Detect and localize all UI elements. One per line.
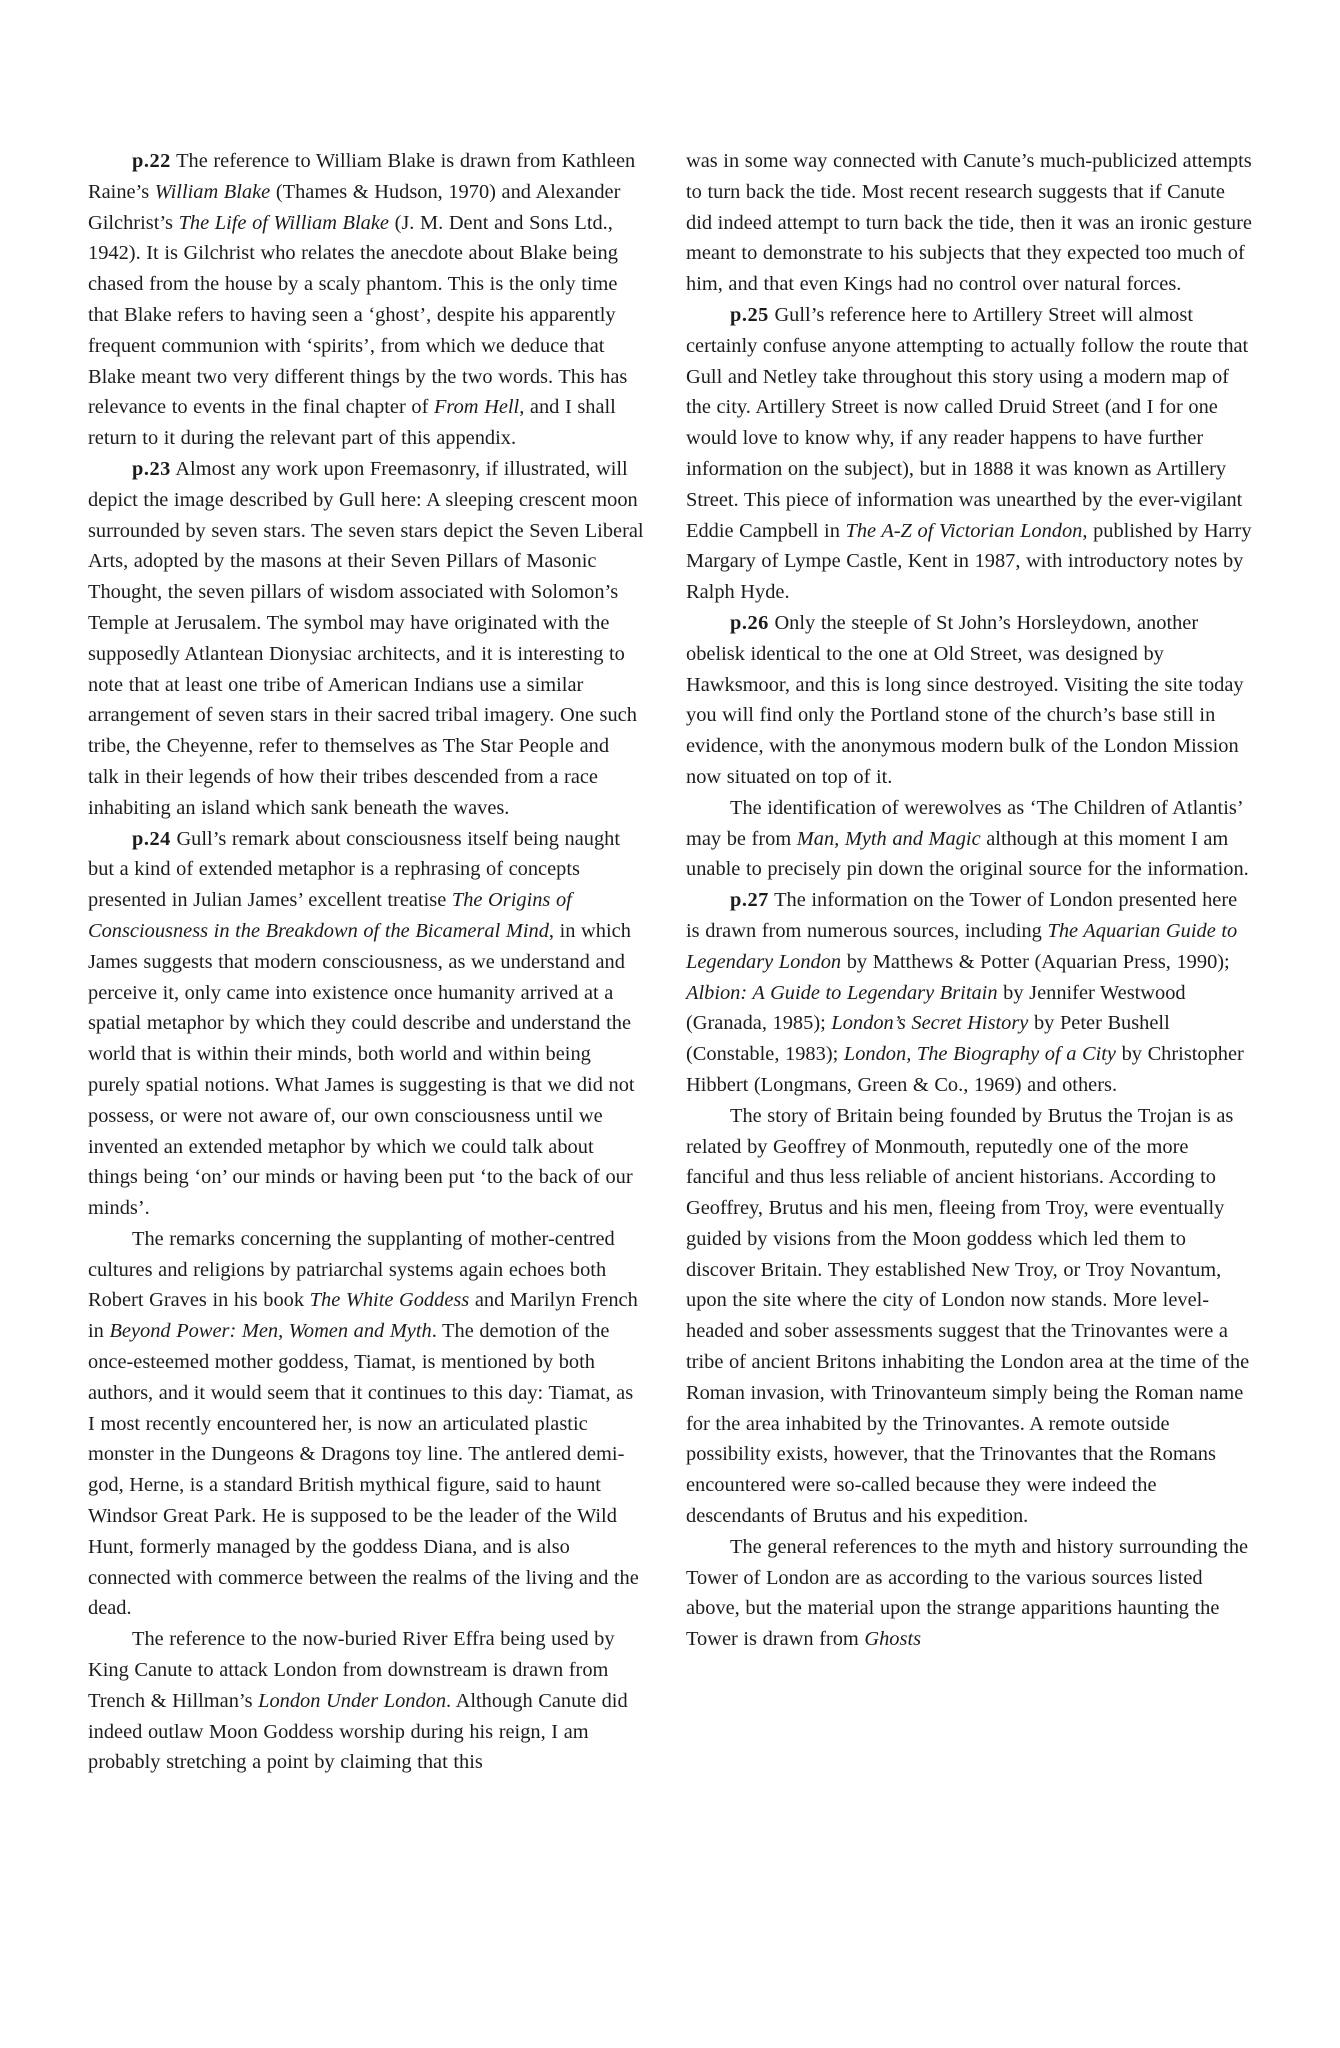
body-text: by Peter Bushell (Constable, 1983); — [686, 1012, 1170, 1066]
page-reference: p.26 — [730, 611, 769, 634]
cited-title: The Life of William Blake — [178, 211, 389, 234]
paragraph — [88, 1224, 645, 1624]
body-text: , in which James suggests that modern consciousness, as we understand and perceive it, only came into existence once humanity arrived at a spatial metaphor by which they could describe and understand the world that is within their minds, both world and within being purely spatial notions. What James is suggesting is that we did not possess, or were not aware of, our own consciousness until we invented an extended metaphor by which we could talk about things being ‘on’ our minds or having been put ‘to the back of our minds’. — [88, 919, 635, 1220]
left-column — [88, 146, 645, 1778]
paragraph — [686, 608, 1254, 793]
cited-title: London, The Biography of a City — [843, 1043, 1116, 1066]
body-text: was in some way connected with Canute’s much-publicized attempts to turn back the tide. Most recent research suggests that if Canute did indeed attempt to turn back the tide, then it was an ironic gesture meant to demonstrate to his subjects that they expected too much of him, and that even Kings had no control over natural forces. — [686, 150, 1252, 296]
body-text: The general references to the myth and history surrounding the Tower of London are as according to the various sources listed above, but the material upon the strange apparitions haunting the Tower is drawn from — [686, 1535, 1249, 1651]
body-text: Only the steeple of St John’s Horsleydown, another obelisk identical to the one at Old Street, was designed by Hawksmoor, and this is long since destroyed. Visiting the site today you will find only the Portland stone of the church’s base still in evidence, with the anonymous modern bulk of the London Mission now situated on top of it. — [686, 611, 1244, 788]
cited-title: From Hell — [433, 396, 520, 419]
cited-title: Ghosts — [864, 1628, 922, 1651]
body-text: by Matthews & Potter (Aquarian Press, 1990); — [841, 950, 1230, 973]
paragraph — [686, 793, 1254, 885]
body-text: The identification of werewolves as ‘The Children of Atlantis’ may be from — [686, 796, 1243, 850]
page-reference: p.27 — [730, 889, 769, 912]
body-text: The information on the Tower of London presented here is drawn from numerous sources, including — [686, 889, 1238, 942]
paragraph — [686, 1532, 1254, 1655]
body-text: The story of Britain being founded by Brutus the Trojan is as related by Geoffrey of Monmouth, reputedly one of the more fanciful and thus less reliable of ancient historians. According to Geoffrey, Brutus and his men, fleeing from Troy, were eventually guided by visions from the Moon goddess which led them to discover Britain. They established New Troy, or Troy Novantum, upon the site where the city of London now stands. More level-headed and sober assessments suggest that the Trinovantes were a tribe of ancient Britons inhabiting the London area at the time of the Roman invasion, with Trinovanteum simply being the Roman name for the area inhabited by the Trinovantes. A remote outside possibility exists, however, that the Trinovantes that the Romans encountered were so-called because they were indeed the descendants of Brutus and his expedition. — [686, 1104, 1250, 1528]
cited-title: Albion: A Guide to Legendary Britain — [686, 981, 998, 1004]
cited-title: The Aquarian Guide to Legendary London — [686, 919, 1238, 973]
page-reference: p.25 — [730, 303, 769, 326]
body-text: (Thames & Hudson, 1970) and Alexander Gilchrist’s — [88, 180, 621, 234]
body-text: Gull’s remark about consciousness itself being naught but a kind of extended metaphor is a rephrasing of concepts presented in Julian James’ excellent treatise — [88, 827, 621, 912]
body-text: although at this moment I am unable to precisely pin down the original source for the information. — [686, 827, 1249, 881]
body-text: and Marilyn French in — [88, 1289, 638, 1343]
cited-title: London Under London — [258, 1689, 447, 1712]
body-text: by Jennifer Westwood (Granada, 1985); — [686, 981, 1186, 1035]
body-text: , published by Harry Margary of Lympe Castle, Kent in 1987, with introductory notes by Ralph Hyde. — [686, 519, 1252, 604]
paragraph — [686, 1101, 1254, 1532]
body-text: The reference to William Blake is drawn from Kathleen Raine’s — [88, 150, 636, 203]
paragraph — [88, 824, 645, 1224]
paragraph — [686, 300, 1254, 608]
cited-title: The White Goddess — [309, 1289, 470, 1312]
cited-title: William Blake — [154, 180, 271, 203]
paragraph — [686, 146, 1254, 300]
cited-title: Man, Myth and Magic — [796, 827, 981, 850]
page-reference: p.23 — [132, 457, 171, 480]
body-text: The remarks concerning the supplanting of mother-centred cultures and religions by patriarchal systems again echoes both Robert Graves in his book — [88, 1227, 615, 1312]
page-reference: p.24 — [132, 827, 171, 850]
body-text: The reference to the now-buried River Effra being used by King Canute to attack London from downstream is drawn from Trench & Hillman’s — [88, 1628, 615, 1712]
paragraph — [88, 454, 645, 824]
body-text: by Christopher Hibbert (Longmans, Green & Co., 1969) and others. — [686, 1043, 1244, 1096]
body-text: . The demotion of the once-esteemed mother goddess, Tiamat, is mentioned by both authors, and it would seem that it continues to this day: Tiamat, as I most recently encountered her, is now an articulated plastic monster in the Dungeons & Dragons toy line. The antlered demi-god, Herne, is a standard British mythical figure, said to haunt Windsor Great Park. He is supposed to be the leader of the Wild Hunt, formerly managed by the goddess Diana, and is also connected with commerce between the realms of the living and the dead. — [88, 1320, 639, 1620]
cited-title: London’s Secret History — [831, 1012, 1029, 1035]
paragraph — [686, 885, 1254, 1101]
body-text: , and I shall return to it during the relevant part of this appendix. — [88, 396, 616, 450]
paragraph — [88, 146, 645, 454]
body-text: (J. M. Dent and Sons Ltd., 1942). It is Gilchrist who relates the anecdote about Blake being chased from the house by a scaly phantom. This is the only time that Blake refers to having seen a ‘ghost’, despite his apparently frequent communion with ‘spirits’, from which we deduce that Blake meant two very different things by the two words. This has relevance to events in the final chapter of — [88, 211, 628, 419]
body-text: Gull’s reference here to Artillery Street will almost certainly confuse anyone attempting to actually follow the route that Gull and Netley take throughout this story using a modern map of the city. Artillery Street is now called Druid Street (and I for one would love to know why, if any reader happens to have further information on the subject), but in 1888 it was known as Artillery Street. This piece of information was unearthed by the ever-vigilant Eddie Campbell in — [686, 303, 1249, 542]
body-text: . Although Canute did indeed outlaw Moon Goddess worship during his reign, I am probably stretching a point by claiming that this — [88, 1689, 628, 1774]
cited-title: Beyond Power: Men, Women and Myth — [109, 1320, 432, 1343]
right-column — [686, 146, 1254, 1655]
cited-title: The Origins of Consciousness in the Breakdown of the Bicameral Mind — [88, 889, 572, 942]
page-reference: p.22 — [132, 150, 171, 172]
paragraph — [88, 1624, 645, 1778]
cited-title: The A-Z of Victorian London — [845, 519, 1083, 542]
body-text: Almost any work upon Freemasonry, if illustrated, will depict the image described by Gull here: A sleeping crescent moon surrounded by seven stars. The seven stars depict the Seven Liberal Arts, adopted by the masons at their Seven Pillars of Masonic Thought, the seven pillars of wisdom associated with Solomon’s Temple at Jerusalem. The symbol may have originated with the supposedly Atlantean Dionysiac architects, and it is interesting to note that at least one tribe of American Indians use a similar arrangement of seven stars in their sacred tribal imagery. One such tribe, the Cheyenne, refer to themselves as The Star People and talk in their legends of how their tribes descended from a race inhabiting an island which sank beneath the waves. — [88, 457, 644, 819]
